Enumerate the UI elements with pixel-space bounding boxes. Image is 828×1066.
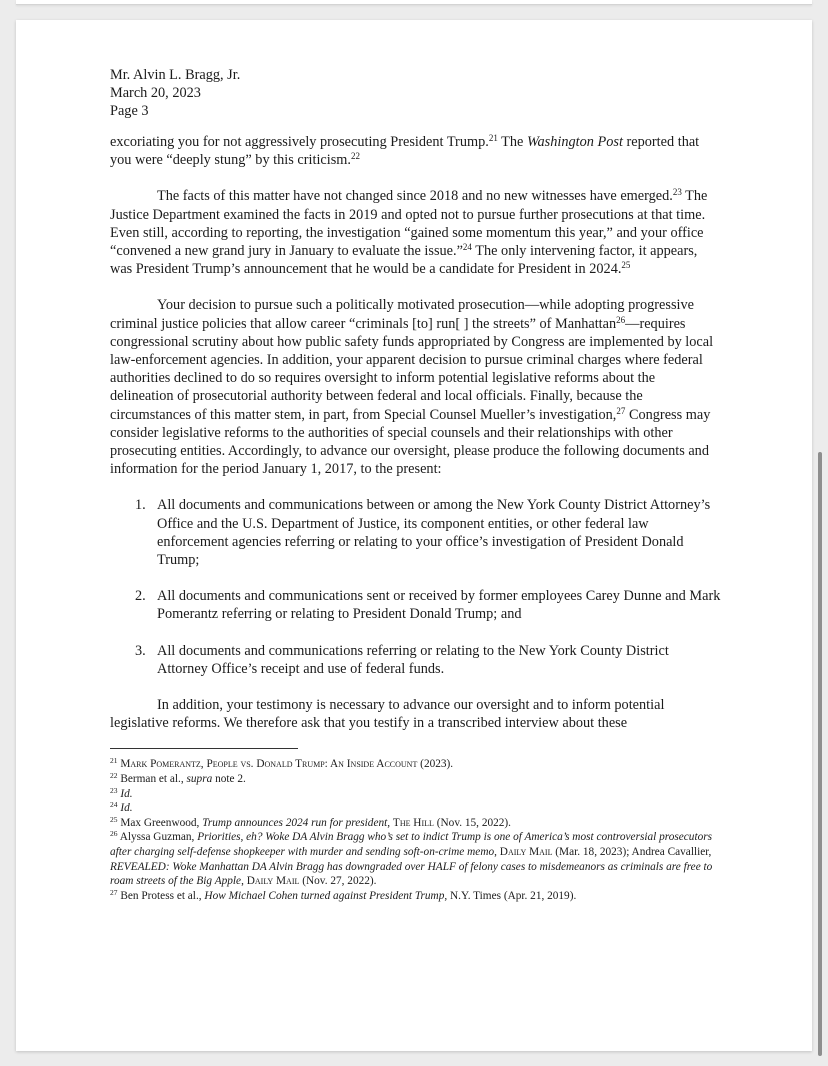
paragraph-2: The facts of this matter have not changed since 2018 and no new witnesses have emerged.$^{23}$ The Justice Department examined the facts in 2019 and opted not to pursue further prosecutions at that time. Even still, according to reporting, the investigation “gained some momentum this year,” and your office “convened a new grand jury in January to evaluate the issue.”$^{24}$ The only intervening factor, it appears, was President Trump’s announcement that he would be a candidate for President in 2024.25 xyxy=(110,187,708,278)
document-page xyxy=(16,20,812,1051)
list-item: 2. All documents and communications sent or received by former employees Carey Dunne and Mark Pomerantz referring or relating to President Donald Trump; and xyxy=(135,588,721,623)
footnote-ref-23: 23 xyxy=(672,187,682,198)
letter-header xyxy=(110,66,722,120)
footnote-22: $^{22}$ Berman et al., supra note 2. xyxy=(110,771,246,786)
page-number: Page 3 xyxy=(110,103,149,119)
footnote-divider xyxy=(110,748,298,749)
letter-date: March 20, 2023 xyxy=(110,85,201,101)
paragraph-4: In addition, your testimony is necessary to advance our oversight and to inform potential legislative reforms. We therefore ask that you testify in a transcribed interview about these xyxy=(110,697,665,732)
footnote-ref-22: 22 xyxy=(351,151,361,162)
paragraph-1: excoriating you for not aggressively prosecuting President Trump.$^{21}$ The Washington Post reported that you were “deeply stung” by this criticism.$^{22}$ xyxy=(110,133,700,169)
page-content xyxy=(110,66,722,903)
footnote-ref-25: 25 xyxy=(621,260,631,271)
footnote-25: $^{25}$ Max Greenwood, Trump announces 2024 run for president, The Hill (Nov. 15, 2022). xyxy=(110,814,512,829)
footnote-26: $^{26}$ Alyssa Guzman, Priorities, eh? Woke DA Alvin Bragg who’s set to indict Trump is one of America’s most controversial prosecutors after charging self-defense shopkeeper with murder and sending soft-on-crime memo, Daily Mail (Mar. 18, 2023); Andrea Cavallier, REVEALED: Woke Manhattan DA Alvin Bragg has downgraded over HALF of felony cases to misdemeanors as criminals are free to roam streets of the Big Apple, Daily Mail (Nov. 27, 2022). xyxy=(110,829,713,888)
footnote-ref-21: 21 xyxy=(488,133,498,143)
document-requests-list xyxy=(110,496,722,678)
footnote-ref-26: 26 xyxy=(616,314,626,325)
vertical-scrollbar[interactable] xyxy=(818,452,822,1056)
footnote-24: $^{24}$ Id. xyxy=(110,800,133,815)
footnote-ref-27: 27 xyxy=(616,405,626,416)
list-item: 1. All documents and communications between or among the New York County District Attorney’s Office and the U.S. Department of Justice, its component entities, or other federal law enforcement agencies referring or relating to your office’s investigation of President Donald Trump; xyxy=(135,497,711,569)
list-item: 3. All documents and communications referring or relating to the New York County District Attorney Office’s receipt and use of federal funds. xyxy=(135,642,669,677)
previous-page-edge xyxy=(16,0,812,5)
footnotes xyxy=(110,757,722,903)
footnote-23: $^{23}$ Id. xyxy=(110,785,133,800)
footnote-27: $^{27}$ Ben Protess et al., How Michael Cohen turned against President Trump, N.Y. Times (Apr. 21, 2019). xyxy=(110,887,577,902)
addressee: Mr. Alvin L. Bragg, Jr. xyxy=(110,67,241,83)
paragraph-3: Your decision to pursue such a politically motivated prosecution—while adopting progressive criminal justice policies that allow career “criminals [to] run[ ] the streets” of Manhattan$^{26}$—requires congressional scrutiny about how public safety funds appropriated by Congress are implemented by local law-enforcement agencies. In addition, your apparent decision to pursue criminal charges where federal authorities declined to do so requires oversight to inform potential legislative reforms about the delineation of prosecutorial authority between federal and local officials. Finally, because the circumstances of this matter stem, in part, from Special Counsel Mueller’s investigation,$^{27}$ Congress may consider legislative reforms to the authorities of special counsels and their relationships with other prosecuting entities. Accordingly, to advance our oversight, please produce the following documents and information for the period January 1, 2017, to the present: xyxy=(110,297,714,478)
footnote-21: $^{21}$ Mark Pomerantz, People vs. Donald Trump: An Inside Account (2023). xyxy=(110,756,454,771)
footnote-ref-24: 24 xyxy=(462,242,472,253)
